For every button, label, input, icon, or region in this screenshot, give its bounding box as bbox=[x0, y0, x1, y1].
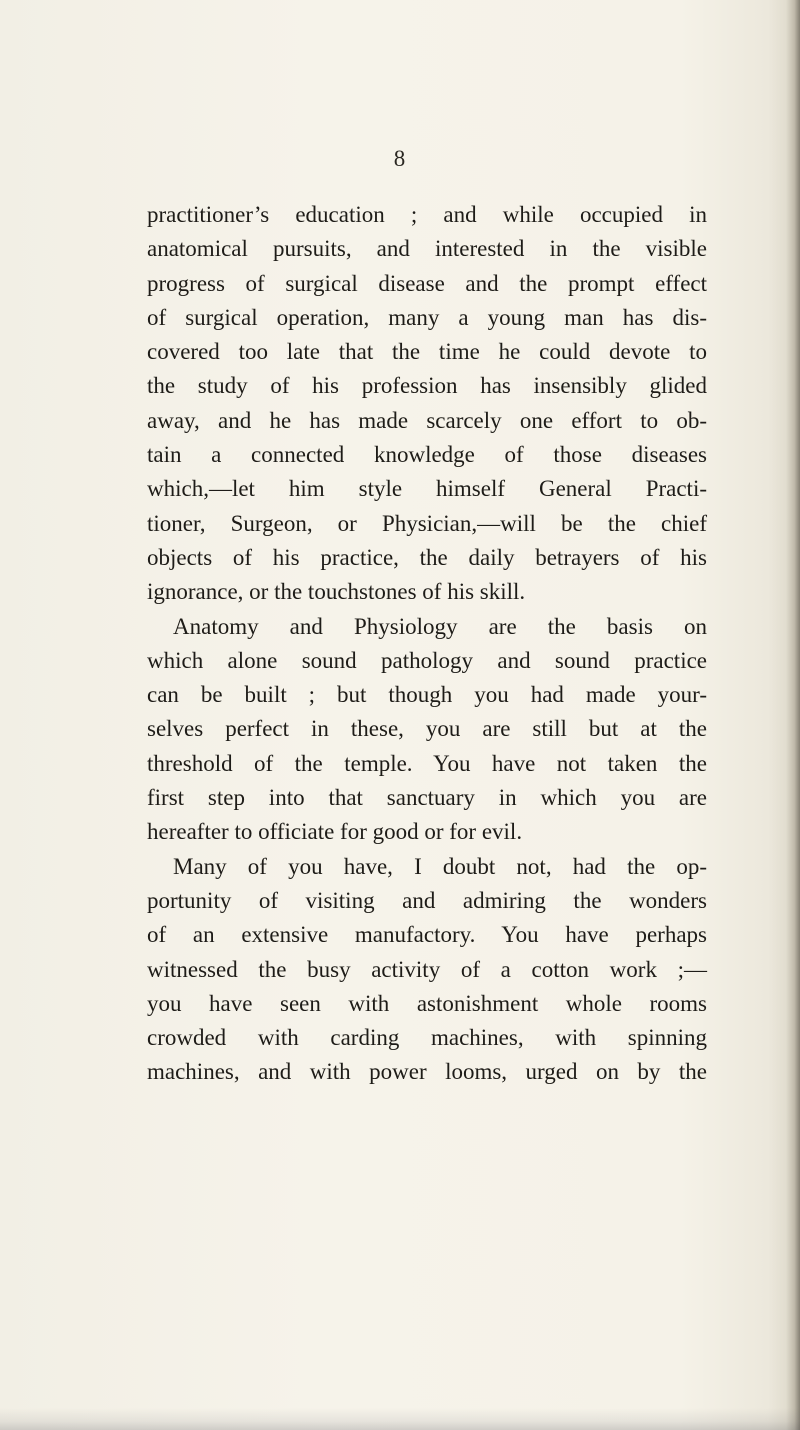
text-line: can be built ; but though you had made your- bbox=[147, 682, 707, 708]
body-text bbox=[147, 198, 707, 1090]
page-number: 8 bbox=[393, 146, 407, 171]
text-line: away, and he has made scarcely one effort to ob- bbox=[147, 407, 707, 433]
text-line: ignorance, or the touchstones of his skill. bbox=[147, 579, 526, 605]
text-line: hereafter to officiate for good or for evil. bbox=[147, 819, 523, 845]
text-line: covered too late that the time he could devote to bbox=[147, 339, 707, 365]
text-line: the study of his profession has insensibly glided bbox=[147, 373, 707, 399]
text-line: of surgical operation, many a young man has dis- bbox=[147, 304, 707, 330]
text-line: anatomical pursuits, and interested in the visible bbox=[147, 236, 707, 262]
text-line: objects of his practice, the daily betrayers of his bbox=[147, 544, 707, 570]
text-line: witnessed the busy activity of a cotton work ;— bbox=[147, 956, 707, 982]
text-line: crowded with carding machines, with spinning bbox=[147, 1025, 707, 1051]
text-line: Many of you have, I doubt not, had the op- bbox=[173, 853, 707, 879]
text-line: practitioner’s education ; and while occupied in bbox=[147, 202, 707, 227]
page-bottom-edge bbox=[0, 1408, 800, 1430]
text-line: progress of surgical disease and the prompt effect bbox=[147, 270, 707, 296]
text-line: first step into that sanctuary in which you are bbox=[147, 785, 707, 811]
text-line: tioner, Surgeon, or Physician,—will be the chief bbox=[147, 510, 707, 536]
text-line: tain a connected knowledge of those diseases bbox=[147, 442, 707, 468]
page-edge-shadow bbox=[786, 0, 800, 1430]
text-line: which alone sound pathology and sound practice bbox=[147, 647, 707, 673]
text-line: Anatomy and Physiology are the basis on bbox=[173, 613, 707, 639]
text-line: you have seen with astonishment whole rooms bbox=[147, 990, 707, 1016]
text-line: portunity of visiting and admiring the wonders bbox=[147, 887, 707, 913]
text-line: which,—let him style himself General Practi- bbox=[147, 476, 707, 502]
text-line: of an extensive manufactory. You have perhaps bbox=[147, 922, 707, 948]
text-line: threshold of the temple. You have not taken the bbox=[147, 750, 707, 776]
text-line: machines, and with power looms, urged on by the bbox=[147, 1059, 707, 1085]
text-line: selves perfect in these, you are still but at the bbox=[147, 716, 707, 742]
